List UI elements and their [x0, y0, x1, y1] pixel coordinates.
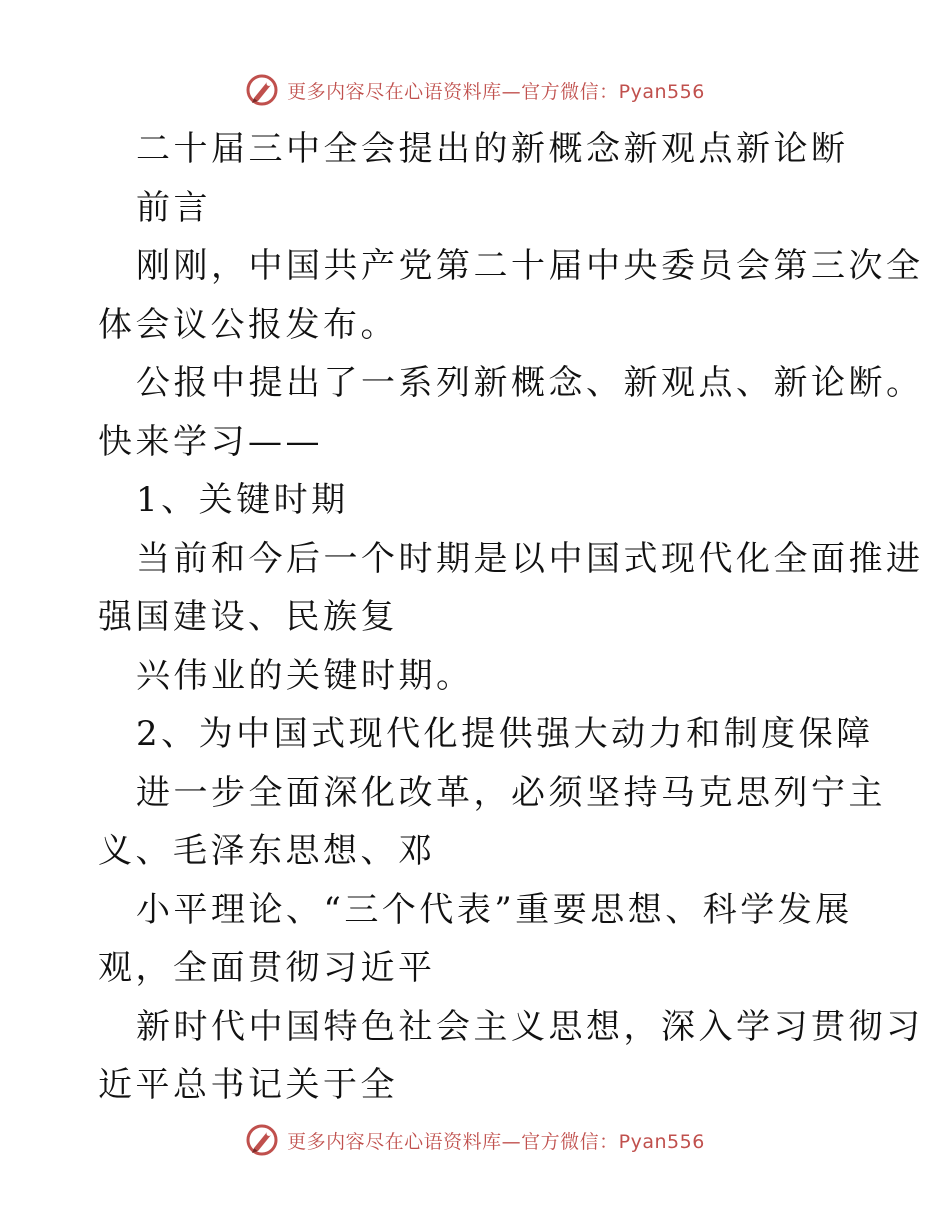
paragraph-line: 强国建设、民族复 [98, 597, 398, 637]
banner-text: 更多内容尽在心语资料库—官方微信：Pyan556 [287, 1130, 705, 1153]
paragraph-line: 刚刚，中国共产党第二十届中央委员会第三次全 [136, 246, 924, 286]
document-title: 二十届三中全会提出的新概念新观点新论断 [136, 129, 849, 169]
section-heading: 1、关键时期 [136, 480, 349, 520]
paragraph-line: 小平理论、“三个代表”重要思想、科学发展 [136, 889, 853, 930]
section-heading: 前言 [136, 187, 211, 228]
header-banner [0, 68, 950, 112]
paragraph-line: 新时代中国特色社会主义思想，深入学习贯彻习 [136, 1006, 924, 1047]
paragraph-line: 快来学习—— [98, 421, 323, 462]
paragraph-line: 当前和今后一个时期是以中国式现代化全面推进 [136, 538, 924, 579]
paragraph-line: 兴伟业的关键时期。 [136, 655, 474, 696]
section-heading: 2、为中国式现代化提供强大动力和制度保障 [136, 714, 874, 754]
paragraph-line: 公报中提出了一系列新概念、新观点、新论断。 [136, 363, 924, 403]
paragraph-line: 体会议公报发布。 [98, 304, 398, 345]
footer-banner [0, 1118, 950, 1162]
pen-logo-icon [245, 1123, 279, 1157]
document-body [98, 120, 924, 1115]
pen-logo-icon [245, 73, 279, 107]
paragraph-line: 义、毛泽东思想、邓 [98, 831, 436, 871]
paragraph-line: 近平总书记关于全 [98, 1065, 398, 1105]
paragraph-line: 观，全面贯彻习近平 [98, 948, 436, 988]
banner-text: 更多内容尽在心语资料库—官方微信：Pyan556 [287, 80, 705, 103]
paragraph-line: 进一步全面深化改革，必须坚持马克思列宁主 [136, 772, 886, 813]
